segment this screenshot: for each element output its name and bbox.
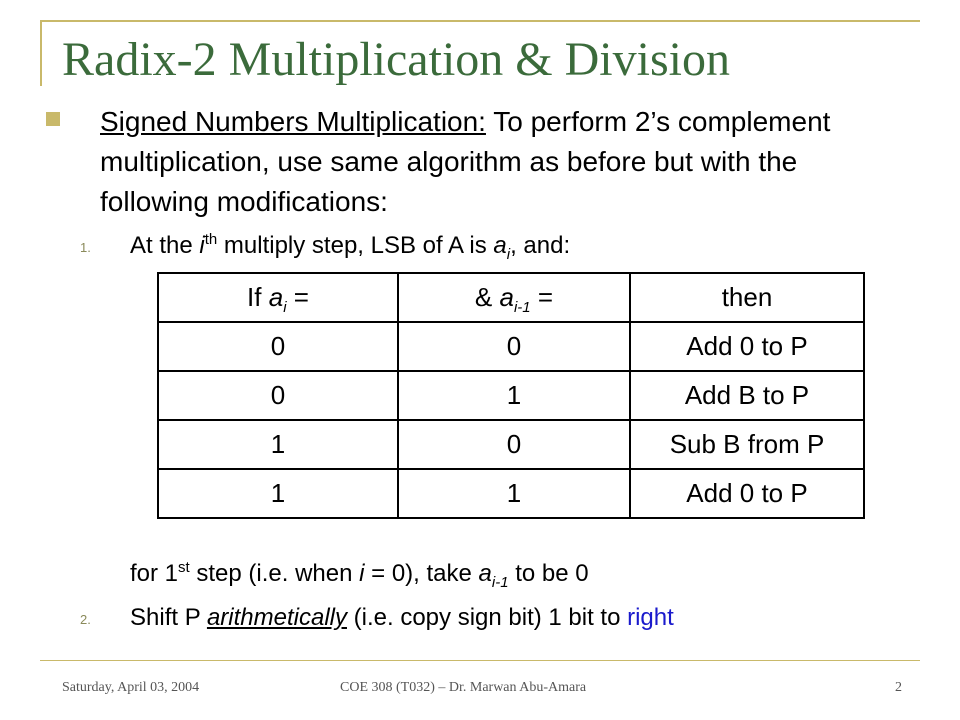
table-cell: 0	[398, 420, 630, 469]
header-cell: & $a_{i-1}$ =	[398, 273, 630, 322]
bullet-body: To perform 2’s complement multiplication, use same algorithm as before but with the following modifications:	[100, 106, 831, 217]
step-2-number: 2.	[80, 612, 91, 627]
footer-date: Saturday, April 03, 2004	[62, 680, 200, 695]
step-2-text: Shift P arithmetically (i.e. copy sign bit) 1 bit to right	[130, 604, 674, 631]
table-cell: 0	[398, 322, 630, 371]
table-row	[158, 420, 864, 469]
table-cell: 1	[158, 420, 398, 469]
table-cell: Add 0 to P	[630, 469, 864, 518]
table-row	[158, 371, 864, 420]
frame-left-rule	[40, 20, 42, 86]
table-cell: 1	[398, 469, 630, 518]
footer-page-number: 2	[895, 680, 902, 695]
bullet-text	[100, 102, 875, 222]
table-cell: Add B to P	[630, 371, 864, 420]
slide-title: Radix-2 Multiplication & Division	[62, 33, 730, 86]
table-row	[158, 469, 864, 518]
table-cell: Add 0 to P	[630, 322, 864, 371]
table-cell: 1	[398, 371, 630, 420]
booth-table	[157, 272, 865, 519]
step-1-number: 1.	[80, 240, 91, 255]
table-header-row	[158, 273, 864, 322]
header-cell: If $a_i$ =	[158, 273, 398, 322]
first-step-note: for 1st step (i.e. when i = 0), take $a_{i-1}$ to be 0	[130, 559, 589, 591]
step-1-text: At the $i^{th}$ multiply step, LSB of A is $a_i$, and:	[130, 231, 571, 263]
table-cell: 0	[158, 371, 398, 420]
header-cell: then	[630, 273, 864, 322]
table-cell: 1	[158, 469, 398, 518]
frame-top-rule	[40, 20, 920, 22]
table-cell: 0	[158, 322, 398, 371]
table-row	[158, 322, 864, 371]
bullet-square-icon	[46, 112, 60, 126]
table-cell: Sub B from P	[630, 420, 864, 469]
bullet-heading: Signed Numbers Multiplication:	[100, 106, 486, 137]
footer-course: COE 308 (T032) – Dr. Marwan Abu-Amara	[340, 680, 587, 695]
footer-rule	[40, 660, 920, 661]
